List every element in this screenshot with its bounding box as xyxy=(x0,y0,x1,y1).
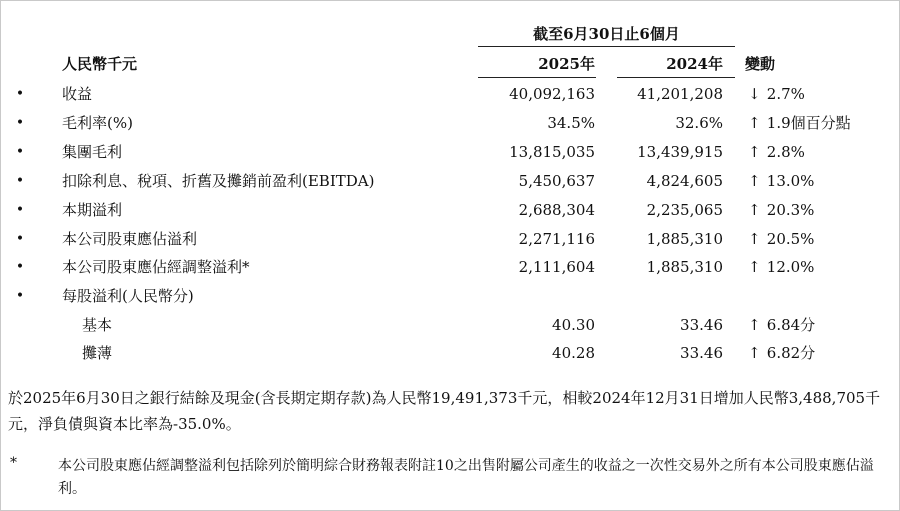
up-arrow-icon: ↑ xyxy=(748,114,761,132)
change-cell xyxy=(748,112,851,134)
value-2025: 34.5% xyxy=(547,114,595,132)
change-cell xyxy=(748,170,814,192)
up-arrow-icon: ↑ xyxy=(748,344,761,362)
row-label: 毛利率(%) xyxy=(62,114,133,132)
row-label: 攤薄 xyxy=(82,344,113,362)
change-cell xyxy=(748,83,805,105)
row-label: 扣除利息、稅項、折舊及攤銷前盈利(EBITDA) xyxy=(62,172,375,190)
value-2025: 40,092,163 xyxy=(509,85,595,103)
value-2025: 13,815,035 xyxy=(509,143,595,161)
row-label: 本公司股東應佔溢利 xyxy=(62,230,198,248)
unit-header: 人民幣千元 xyxy=(62,55,138,73)
change-cell xyxy=(748,199,814,221)
change-value: 1.9個百分點 xyxy=(766,114,851,132)
year-2024-header: 2024年 xyxy=(666,55,723,73)
value-2025: 2,271,116 xyxy=(518,230,595,248)
up-arrow-icon: ↑ xyxy=(748,201,761,219)
table-row xyxy=(0,256,900,282)
period-header: 截至6月30日止6個月 xyxy=(478,24,735,47)
table-row xyxy=(0,170,900,196)
change-value: 20.3% xyxy=(766,201,815,219)
change-cell xyxy=(748,141,805,163)
row-label: 集團毛利 xyxy=(62,143,123,161)
bullet-icon: • xyxy=(15,86,25,102)
change-cell xyxy=(748,256,814,278)
up-arrow-icon: ↑ xyxy=(748,258,761,276)
table-row xyxy=(0,141,900,167)
value-2024: 1,885,310 xyxy=(646,258,723,276)
up-arrow-icon: ↑ xyxy=(748,230,761,248)
row-label: 每股溢利(人民幣分) xyxy=(62,287,194,305)
up-arrow-icon: ↑ xyxy=(748,316,761,334)
value-2024: 33.46 xyxy=(680,316,723,334)
bullet-icon: • xyxy=(15,202,25,218)
value-2024: 13,439,915 xyxy=(637,143,723,161)
value-2025: 2,688,304 xyxy=(518,201,595,219)
table-row xyxy=(0,199,900,225)
header-underline-2025 xyxy=(478,77,596,78)
table-row xyxy=(0,314,900,340)
header-underline-2024 xyxy=(617,77,735,78)
table-row xyxy=(0,342,900,368)
value-2024: 32.6% xyxy=(675,114,723,132)
cash-balance-paragraph: 於2025年6月30日之銀行結餘及現金(含長期定期存款)為人民幣19,491,373千元，相較2024年12月31日增加人民幣3,488,705千元，淨負債與資本比率為-35.0%。 xyxy=(8,389,881,433)
row-label: 本期溢利 xyxy=(62,201,123,219)
year-2025-header: 2025年 xyxy=(538,55,595,73)
row-label: 基本 xyxy=(82,316,113,334)
change-cell xyxy=(748,342,815,364)
bullet-icon: • xyxy=(15,144,25,160)
table-row xyxy=(0,83,900,109)
change-value: 20.5% xyxy=(766,230,815,248)
table-row xyxy=(0,228,900,254)
change-cell xyxy=(748,314,815,336)
bullet-icon: • xyxy=(15,115,25,131)
up-arrow-icon: ↑ xyxy=(748,143,761,161)
value-2024: 41,201,208 xyxy=(637,85,723,103)
table-row xyxy=(0,285,900,311)
table-row xyxy=(0,112,900,138)
bullet-icon: • xyxy=(15,173,25,189)
value-2025: 40.30 xyxy=(552,316,595,334)
change-value: 13.0% xyxy=(766,172,815,190)
value-2024: 4,824,605 xyxy=(646,172,723,190)
value-2024: 1,885,310 xyxy=(646,230,723,248)
change-value: 2.7% xyxy=(766,85,805,103)
value-2025: 5,450,637 xyxy=(518,172,595,190)
change-header: 變動 xyxy=(745,55,776,73)
change-value: 6.84分 xyxy=(766,316,816,334)
change-value: 2.8% xyxy=(766,143,805,161)
footnote-text: 本公司股東應佔經調整溢利包括除列於簡明綜合財務報表附註10之出售附屬公司產生的收益之一次性交易外之所有本公司股東應佔溢利。 xyxy=(58,458,874,497)
down-arrow-icon: ↓ xyxy=(748,85,761,103)
row-label: 收益 xyxy=(62,85,93,103)
bullet-icon: • xyxy=(15,231,25,247)
change-value: 6.82分 xyxy=(766,344,816,362)
up-arrow-icon: ↑ xyxy=(748,172,761,190)
value-2024: 2,235,065 xyxy=(646,201,723,219)
change-cell xyxy=(748,228,814,250)
row-label: 本公司股東應佔經調整溢利* xyxy=(62,258,250,276)
change-cell xyxy=(748,285,762,307)
footnote-mark: * xyxy=(10,455,17,471)
value-2024: 33.46 xyxy=(680,344,723,362)
value-2025: 40.28 xyxy=(552,344,595,362)
bullet-icon: • xyxy=(15,288,25,304)
value-2025: 2,111,604 xyxy=(518,258,595,276)
change-value: 12.0% xyxy=(766,258,815,276)
bullet-icon: • xyxy=(15,259,25,275)
